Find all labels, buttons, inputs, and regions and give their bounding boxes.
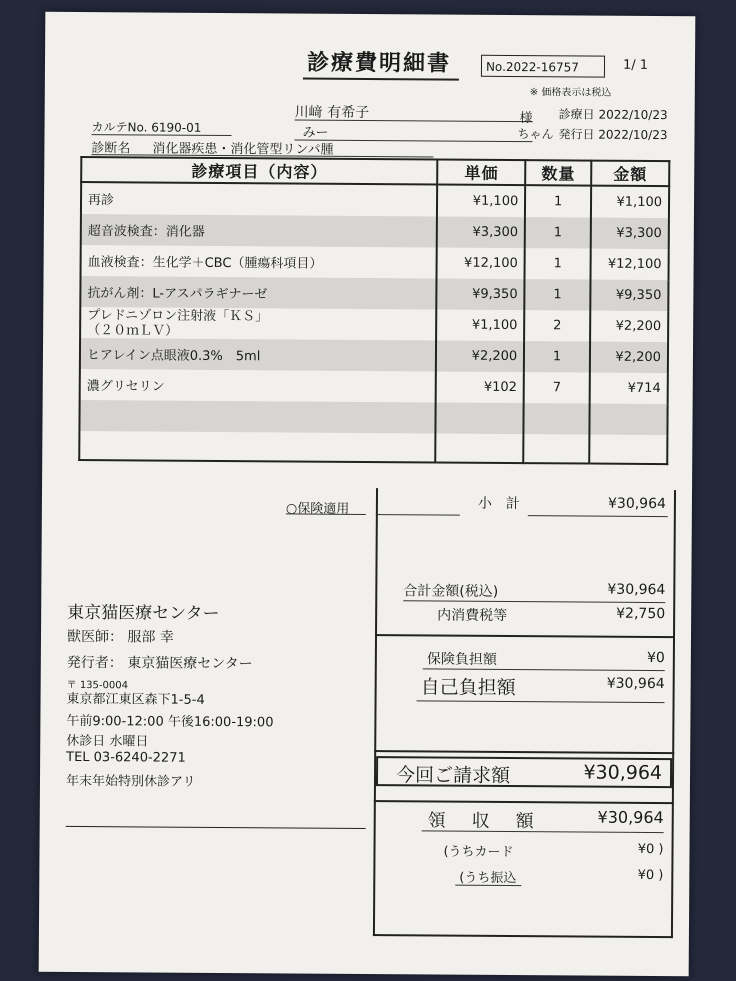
item-name: ヒアレイン点眼液0.3% 5ml [80, 338, 437, 371]
table-row [79, 431, 667, 464]
item-qty: 1 [525, 279, 591, 310]
insurance-label: 保険負担額 [426, 651, 497, 668]
transfer-value: ¥0 ) [637, 867, 664, 884]
issue-date: 発行日 2022/10/23 [558, 127, 668, 143]
page-number: 1/ 1 [622, 57, 649, 73]
clinic-hours: 午前9:00-12:00 午後16:00-19:00 [66, 713, 274, 731]
item-price: ¥1,100 [437, 184, 525, 217]
tax-divider [375, 634, 675, 638]
item-amount: ¥2,200 [590, 311, 668, 343]
item-name: 超音波検査：消化器 [81, 214, 438, 247]
diagnosis-label: 診断名 [91, 141, 131, 157]
item-price: ¥3,300 [437, 216, 525, 248]
item-name [80, 307, 437, 340]
clinic-phone: TEL 03-6240-2271 [66, 749, 186, 766]
document-title: 診療費明細書 [306, 50, 452, 77]
summary-box [373, 488, 676, 938]
item-qty: 1 [525, 248, 591, 279]
karte-underline [91, 134, 231, 136]
price-note: ※ 価格表示は税込 [529, 87, 612, 99]
veterinarian: 獣医師： 服部 幸 [66, 628, 174, 646]
total-underline [403, 600, 665, 603]
item-qty: 1 [524, 341, 590, 372]
table-row [80, 369, 668, 404]
transfer-label: (うち振込 [459, 870, 517, 887]
item-name [79, 431, 436, 462]
item-name: 再診 [81, 182, 438, 216]
item-amount: ¥714 [590, 373, 668, 405]
holiday-note: 年末年始特別休診アリ [65, 773, 196, 790]
table-row [80, 338, 668, 373]
tax-value: ¥2,750 [616, 605, 666, 623]
visit-date: 診療日 2022/10/23 [558, 107, 668, 123]
header-amount: 金額 [591, 161, 669, 187]
received-label: 領 収 額 [427, 810, 538, 833]
item-price: ¥102 [436, 371, 524, 403]
table-row [79, 400, 667, 435]
self-pay-label: 自己負担額 [420, 676, 516, 700]
invoice-paper [39, 12, 696, 977]
item-name: 血液検査：生化学＋CBC（腫瘍科項目） [81, 245, 438, 278]
item-name: 濃グリセリン [80, 369, 437, 402]
document-number: No.2022-16757 [481, 55, 605, 78]
table-row [81, 182, 669, 218]
item-qty: 7 [524, 372, 590, 403]
item-price [436, 402, 524, 434]
closed-day: 休診日 水曜日 [66, 733, 149, 750]
header-price: 単価 [438, 159, 526, 185]
owner-name: 川﨑 有希子 [294, 104, 370, 122]
table-row [81, 245, 669, 280]
tax-label: 内消費税等 [437, 607, 508, 624]
karte-number: カルテNo. 6190-01 [91, 120, 202, 135]
item-amount: ¥2,200 [590, 342, 668, 374]
clinic-address: 東京都江東区森下1-5-4 [66, 691, 205, 708]
item-qty [524, 403, 590, 434]
signature-line [66, 826, 366, 829]
billing-divider-top [374, 750, 674, 754]
item-price: ¥1,100 [436, 309, 524, 341]
item-amount: ¥1,100 [591, 186, 669, 219]
item-amount: ¥12,100 [591, 249, 669, 281]
item-amount [589, 435, 667, 465]
header-item: 診療項目（内容） [81, 157, 438, 184]
card-value: ¥0 ) [637, 841, 664, 858]
insurance-value: ¥0 [646, 649, 665, 667]
diagnosis: 消化器疾患・消化管型リンパ腫 [152, 141, 334, 158]
item-name-line1: プレドニゾロン注射液「ＫＳ」 [87, 307, 269, 324]
subtotal-left-underline [376, 514, 460, 516]
item-price [436, 433, 524, 463]
table-row [80, 307, 668, 342]
item-amount: ¥3,300 [591, 218, 669, 250]
item-name-line2: （２０ｍＬＶ） [87, 322, 179, 339]
item-price: ¥2,200 [436, 340, 524, 372]
item-qty: 1 [525, 185, 591, 217]
billing-value: ¥30,964 [583, 761, 663, 785]
item-name: 抗がん剤：L-アスパラギナーゼ [80, 276, 437, 309]
insurance-note: ○保険適用 [285, 501, 350, 517]
self-pay-value: ¥30,964 [606, 675, 665, 693]
issuer: 発行者： 東京猫医療センター [66, 654, 253, 673]
received-value: ¥30,964 [597, 807, 664, 828]
header-qty: 数量 [525, 160, 591, 185]
postal-code: 〒 135-0004 [66, 679, 129, 692]
pet-suffix: ちゃん [517, 127, 554, 142]
card-label: (うちカード [443, 844, 514, 861]
subtotal-value: ¥30,964 [607, 495, 666, 513]
table-row [81, 214, 669, 249]
title-underline [303, 78, 459, 81]
item-qty [523, 434, 589, 463]
clinic-name: 東京猫医療センター [67, 602, 220, 624]
transfer-underline [455, 885, 521, 886]
self-pay-underline [417, 700, 665, 703]
item-qty: 1 [525, 217, 591, 248]
total-label: 合計金額(税込) [403, 583, 499, 600]
pet-name: みー [302, 125, 329, 141]
billing-amount-box [376, 756, 672, 788]
subtotal-underline [528, 515, 668, 517]
billing-divider-bottom [374, 800, 674, 804]
billing-label: 今回ご請求額 [395, 764, 511, 788]
owner-suffix: 様 [519, 111, 533, 127]
item-qty: 2 [524, 310, 590, 341]
item-amount: ¥9,350 [590, 280, 668, 312]
items-table [78, 156, 670, 465]
item-price: ¥12,100 [437, 247, 525, 279]
table-row [80, 276, 668, 311]
total-value: ¥30,964 [607, 581, 666, 599]
item-amount [589, 404, 667, 436]
item-name [79, 400, 436, 433]
insurance-underline-line [423, 668, 665, 671]
item-price: ¥9,350 [437, 278, 525, 310]
subtotal-label: 小 計 [477, 495, 520, 513]
